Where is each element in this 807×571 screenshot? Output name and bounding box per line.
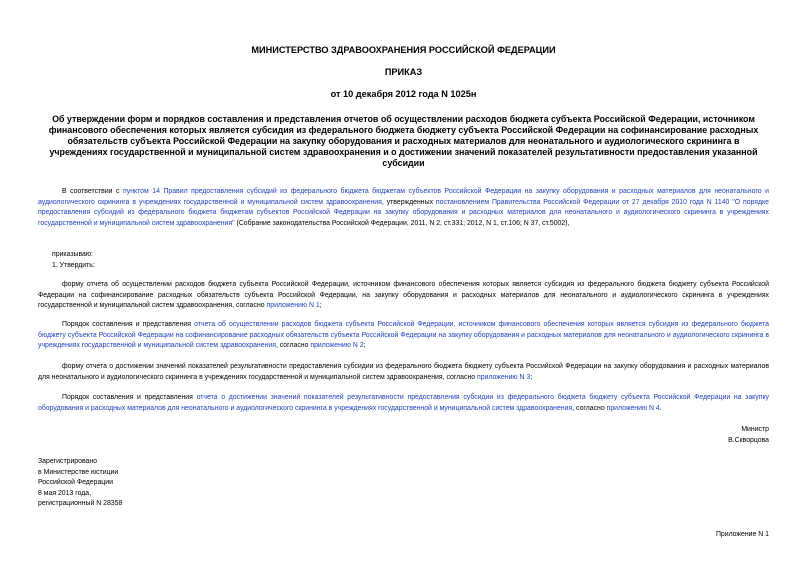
registration-line: 8 мая 2013 года,: [38, 489, 92, 497]
registration-line: Российской Федерации: [38, 479, 113, 487]
item4-text-1: Порядок составления и представления: [62, 394, 197, 401]
signature-role: Министр: [741, 426, 769, 433]
appendix-3-link[interactable]: приложению N 3: [477, 373, 531, 381]
order-date: от 10 декабря 2012 года N 1025н: [330, 89, 477, 99]
signature-name: В.Скворцова: [728, 436, 769, 444]
appendix-label: Приложение N 1: [715, 531, 769, 538]
appendix-2-link[interactable]: приложению N 2: [310, 342, 364, 350]
appendix-1-link[interactable]: приложению N 1: [266, 302, 320, 310]
approve-clause: 1. Утвердить:: [52, 262, 95, 269]
list-item: [38, 362, 769, 383]
registration-block: [38, 457, 122, 510]
item3-text-2: ;: [530, 373, 533, 381]
item1-text-2: ;: [319, 302, 322, 310]
order-verb: приказываю:: [52, 251, 93, 258]
appendix-4-link[interactable]: приложению N 4: [606, 404, 660, 412]
preamble-text-3: (Собрание законодательства Российской Федерации, 2011, N 2, ст.331; 2012, N 1, ст.106; N 37, ст.5002),: [234, 219, 570, 227]
item2-text-1: Порядок составления и представления: [62, 321, 195, 328]
results-report-procedure-link[interactable]: отчета о достижении значений показателей результативности предоставления субсидии из федерального бюджета бюджету субъекта Российской Федерации на закупку оборудования и расходных материалов для неонатального и аудиологического скрининга в учреждениях государственной и муниципальной систем здравоохранения: [38, 394, 769, 412]
list-item: [38, 280, 769, 312]
registration-line: в Министерстве юстиции: [38, 468, 119, 476]
registration-line: регистрационный N 28358: [38, 500, 123, 508]
list-item: [38, 320, 769, 352]
item2-text-2: , согласно: [275, 342, 311, 350]
document-page: [38, 0, 769, 571]
list-item: [38, 393, 769, 414]
signature-block: [728, 425, 769, 446]
item2-text-3: ;: [363, 342, 366, 350]
item4-text-2: , согласно: [572, 404, 607, 412]
item4-text-3: .: [659, 404, 662, 412]
document-title: Об утверждении форм и порядков составления и представления отчетов об осуществлении расходов бюджета субъекта Российской Федерации, источником финансового обеспечения которых является субсидия из федерального бюджета бюджету субъекта Российской Федерации на софинансирование расходных обязательств субъекта Российской Федерации на закупку оборудования и расходных материалов для неонатального и аудиологического скрининга в учреждениях государственной и муниципальной систем здравоохранения и о достижении значений показателей результативности предоставления указанной субсидии: [48, 114, 759, 168]
ministry-heading: МИНИСТЕРСТВО ЗДРАВООХРАНЕНИЯ РОССИЙСКОЙ ФЕДЕРАЦИИ: [251, 45, 556, 55]
item1-text-1: форму отчета об осуществлении расходов бюджета субъекта Российской Федерации, источником финансового обеспечения которых является субсидия из федерального бюджета бюджету субъекта Российской Федерации на софинансирование расходных обязательств субъекта Российской Федерации, на закупку оборудования и расходных материалов для неонатального и аудиологического скрининга в учреждениях государственной и муниципальной систем здравоохранения, согласно: [38, 281, 769, 310]
item3-text-1: форму отчета о достижении значений показателей результативности предоставления субсидии из федерального бюджета бюджету субъекта Российской Федерации на закупку оборудования и расходных материалов для неонатального и аудиологического скрининга в учреждениях государственной и муниципальной систем здравоохранения, согласно: [38, 363, 769, 381]
government-decree-link[interactable]: постановлением Правительства Российской Федерации от 27 декабря 2010 года N 1140 "О порядке предоставления субсидий из федерального бюджета бюджетам субъектов Российской Федерации на закупку оборудования и расходных материалов для неонатального и аудиологического скрининга в учреждениях государственной и муниципальной систем здравоохранения": [38, 198, 769, 227]
preamble-paragraph: [38, 187, 769, 229]
expense-report-procedure-link[interactable]: отчета об осуществлении расходов бюджета субъекта Российской Федерации, источником финансового обеспечения которых является субсидия из федерального бюджета бюджету субъекта Российской Федерации на софинансирование расходных обязательств субъекта Российской Федерации на закупку оборудования и расходных материалов для неонатального и аудиологического скрининга в учреждениях государственной и муниципальной систем здравоохранения: [38, 321, 769, 350]
preamble-text-2: , утвержденных: [381, 198, 436, 206]
rules-point-14-link[interactable]: пунктом 14 Правил предоставления субсидий из федерального бюджета бюджетам субъектов Российской Федерации на закупку оборудования и расходных материалов для неонатального и аудиологического скрининга в учреждениях государственной и муниципальной систем здравоохранения: [38, 188, 769, 206]
order-heading: ПРИКАЗ: [384, 67, 423, 77]
preamble-text-1: В соответствии с: [62, 188, 124, 195]
registration-line: Зарегистрировано: [38, 458, 98, 465]
